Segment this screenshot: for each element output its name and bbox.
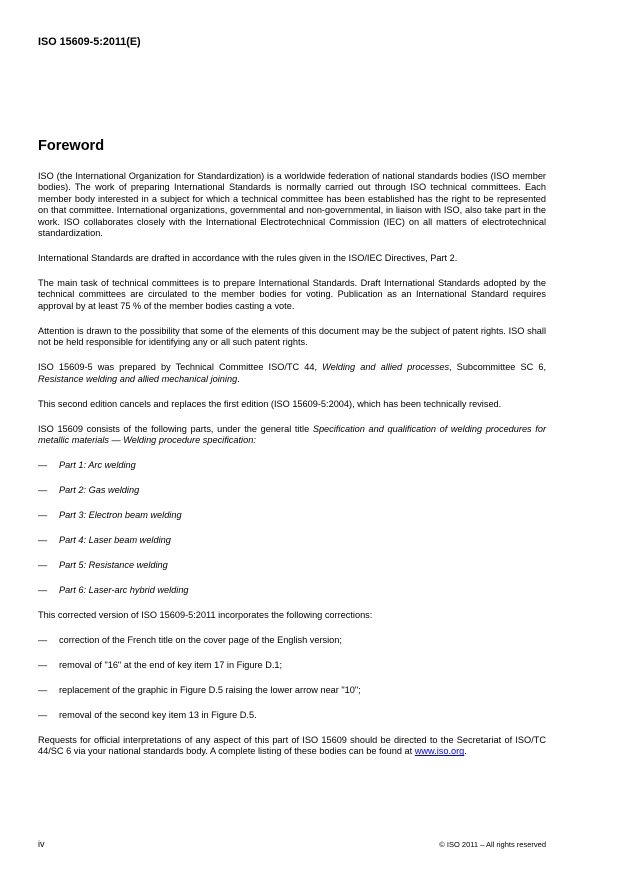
part-label: Part 4: Laser beam welding xyxy=(59,535,171,546)
dash-bullet: — xyxy=(38,635,48,646)
dash-bullet: — xyxy=(38,510,48,521)
copyright-notice: © ISO 2011 – All rights reserved xyxy=(439,840,546,849)
preparation-text: . xyxy=(237,373,240,384)
iso-website-link[interactable]: www.iso.org xyxy=(414,746,465,757)
list-item xyxy=(38,510,546,521)
preparation-text: ISO 15609-5 was prepared by Technical Committee ISO/TC 44, xyxy=(38,362,323,373)
dash-bullet: — xyxy=(38,660,48,671)
part-label: Part 6: Laser-arc hybrid welding xyxy=(59,585,189,596)
correction-text: replacement of the graphic in Figure D.5 raising the lower arrow near "10"; xyxy=(59,685,361,696)
correction-text: correction of the French title on the cover page of the English version; xyxy=(59,635,342,646)
document-identifier: ISO 15609-5:2011(E) xyxy=(38,36,141,48)
list-item xyxy=(38,460,546,471)
foreword-heading: Foreword xyxy=(38,138,105,154)
paragraph-corrections-intro: This corrected version of ISO 15609-5:2011 incorporates the following corrections: xyxy=(38,610,373,621)
list-item xyxy=(38,685,546,696)
paragraph-patent-rights: Attention is drawn to the possibility that some of the elements of this document may be the subject of patent rights. ISO shall not be held responsible for identifying any or all such patent rights. xyxy=(38,325,546,348)
sc-title: Resistance welding and allied mechanical joining xyxy=(38,373,238,384)
part-label: Part 3: Electron beam welding xyxy=(59,510,182,521)
part-label: Part 2: Gas welding xyxy=(59,485,140,496)
part-label: Part 5: Resistance welding xyxy=(59,560,168,571)
dash-bullet: — xyxy=(38,710,48,721)
requests-text: . xyxy=(464,746,467,757)
list-item xyxy=(38,485,546,496)
dash-bullet: — xyxy=(38,560,48,571)
paragraph-committee-task: The main task of technical committees is to prepare International Standards. Draft International Standards adopted by the technical committees are circulated to the member bodies for voting. Publication as an International Standard requires approval by at least 75 % of the member bodies casting a vote. xyxy=(38,278,546,311)
list-item xyxy=(38,710,546,721)
page-footer xyxy=(38,839,546,850)
paragraph-edition-note: This second edition cancels and replaces the first edition (ISO 15609-5:2004), which has been technically revised. xyxy=(38,398,502,409)
list-item xyxy=(38,560,546,571)
correction-text: removal of the second key item 13 in Figure D.5. xyxy=(59,710,257,721)
dash-bullet: — xyxy=(38,460,48,471)
requests-text: Requests for official interpretations of any aspect of this part of ISO 15609 should be directed to the Secretariat of ISO/TC 44/SC 6 via your national standards body. A complete listing of these bodies can be found at xyxy=(38,735,546,757)
page-number: iv xyxy=(38,839,45,849)
general-title: Specification and qualification of welding procedures for metallic materials — Welding procedure specification: xyxy=(38,423,546,446)
dash-bullet: — xyxy=(38,685,48,696)
list-item xyxy=(38,535,546,546)
parts-intro-text: ISO 15609 consists of the following parts, under the general title xyxy=(38,423,313,434)
dash-bullet: — xyxy=(38,485,48,496)
parts-list xyxy=(38,460,546,596)
foreword-body xyxy=(38,171,546,771)
paragraph-preparation xyxy=(38,362,546,385)
paragraph-requests xyxy=(38,735,546,758)
correction-text: removal of "16" at the end of key item 17 in Figure D.1; xyxy=(59,660,283,671)
list-item xyxy=(38,585,546,596)
paragraph-iso-overview: ISO (the International Organization for Standardization) is a worldwide federation of national standards bodies (ISO member bodies). The work of preparing International Standards is normally carried out through ISO technical committees. Each member body interested in a subject for which a technical committee has been established has the right to be represented on that committee. International organizations, governmental and non-governmental, in liaison with ISO, also take part in the work. ISO collaborates closely with the International Electrotechnical Commission (IEC) on all matters of electrotechnical standardization. xyxy=(38,171,546,239)
preparation-text: , Subcommittee SC 6, xyxy=(449,362,547,373)
paragraph-parts-intro xyxy=(38,424,546,447)
tc-title: Welding and allied processes xyxy=(322,362,450,373)
list-item xyxy=(38,635,546,646)
dash-bullet: — xyxy=(38,585,48,596)
list-item xyxy=(38,660,546,671)
paragraph-directives: International Standards are drafted in accordance with the rules given in the ISO/IEC Directives, Part 2. xyxy=(38,253,458,264)
dash-bullet: — xyxy=(38,535,48,546)
part-label: Part 1: Arc welding xyxy=(59,460,136,471)
corrections-list xyxy=(38,635,546,721)
